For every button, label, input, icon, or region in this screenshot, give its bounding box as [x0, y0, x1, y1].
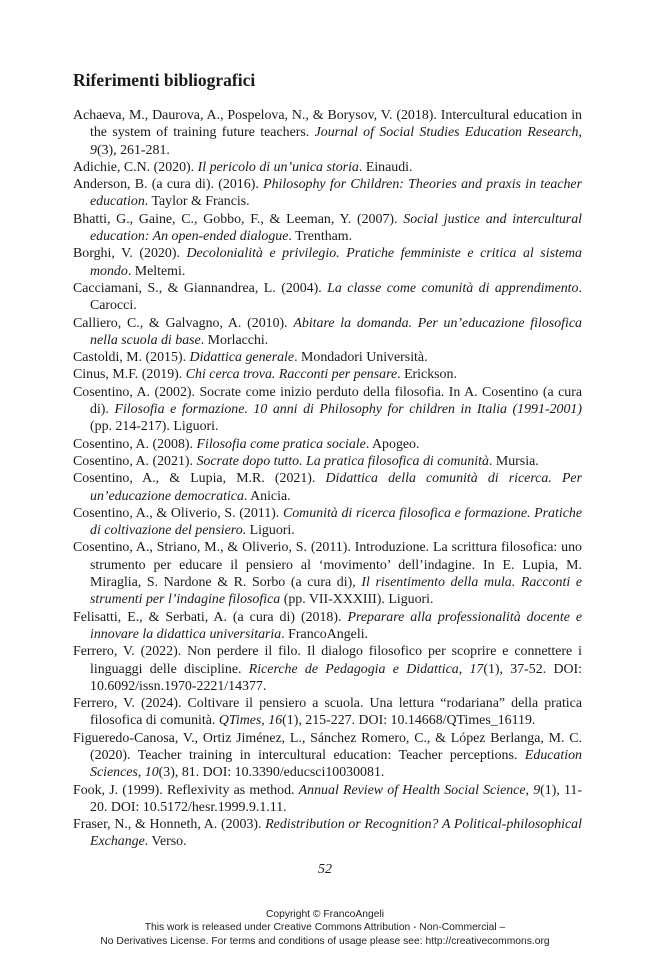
reference-italic-text: QTimes — [218, 713, 262, 729]
reference-text: (1), 215-227. DOI: 10.14668/QTimes_16119. — [282, 713, 536, 729]
reference-text: . Anicia. — [243, 488, 291, 504]
reference-text: . Einaudi. — [358, 159, 413, 175]
reference-text: . Liguori. — [242, 523, 295, 539]
reference-italic-text: Annual Review of Health Social Science — [298, 782, 526, 798]
reference-entry — [73, 816, 582, 851]
reference-entry — [73, 695, 582, 730]
reference-italic-text: Filosofia e formazione. 10 anni di Philosophy for children in Italia (1991-2001) — [114, 402, 582, 418]
reference-text: Felisatti, E., & Serbati, A. (a cura di) (2018). — [73, 609, 348, 625]
reference-entry — [73, 539, 582, 608]
reference-entry — [73, 349, 582, 366]
reference-text: Achaeva, M., Daurova, A., Pospelova, N., & Borysov, V. (2018). Intercultural education in the system of training future teachers. — [73, 108, 582, 141]
reference-text: (pp. 214-217). Liguori. — [90, 419, 219, 435]
reference-text: Bhatti, G., Gaine, C., Gobbo, F., & Leeman, Y. (2007). — [73, 211, 404, 227]
reference-italic-text: 9 — [533, 782, 541, 798]
reference-text: Anderson, B. (a cura di). (2016). — [73, 177, 264, 193]
reference-text: . Erickson. — [397, 367, 457, 383]
reference-text: . Morlacchi. — [200, 332, 269, 348]
reference-italic-text: 9 — [90, 142, 97, 158]
reference-text: Fraser, N., & Honneth, A. (2003). — [73, 817, 266, 833]
reference-italic-text: Il pericolo di un’unica storia — [197, 159, 359, 175]
section-title: Riferimenti bibliografici — [73, 70, 256, 90]
reference-italic-text: Abitare la domanda. Per un’educazione filosofica nella scuola di base — [90, 315, 582, 348]
reference-italic-text: Education Sciences — [90, 747, 582, 781]
reference-text: Borghi, V. (2020). — [73, 246, 187, 262]
reference-italic-text: Redistribution or Recognition? A Political-philosophical Exchange — [90, 817, 582, 850]
reference-text: . Mondadori Università. — [294, 350, 428, 366]
reference-entry — [73, 470, 582, 505]
reference-text: (1), 37-52. DOI: 10.6092/issn.1970-2221/14377. — [90, 661, 582, 694]
page-number: 52 — [318, 862, 332, 877]
reference-entry — [73, 280, 582, 315]
footer-license-terms: No Derivatives License. For terms and conditions of usage please see: http://creativecommons.org — [100, 935, 550, 947]
reference-text: Cosentino, A. (2021). — [73, 453, 197, 469]
reference-text: Cacciamani, S., & Giannandrea, L. (2004). — [73, 280, 328, 296]
reference-italic-text: Preparare alla professionalità docente e innovare la didattica universitaria — [90, 609, 583, 642]
reference-text: , — [137, 765, 145, 781]
reference-italic-text: Socrate dopo tutto. La pratica filosofica di comunità — [196, 453, 489, 469]
reference-text: Cosentino, A. (2008). — [73, 436, 197, 452]
reference-italic-text: La classe come comunità di apprendimento — [327, 280, 579, 296]
reference-text: Cinus, M.F. (2019). — [73, 367, 186, 383]
reference-entry — [73, 436, 582, 453]
reference-italic-text: Il risentimento della mula. Racconti e strumenti per l’indagine filosofica — [90, 575, 583, 608]
reference-text: . Taylor & Francis. — [144, 194, 250, 210]
reference-text: . Mursia. — [488, 453, 539, 469]
reference-text: Figueredo-Canosa, V., Ortiz Jiménez, L., Sánchez Romero, C., & López Berlanga, M. C. (2020). Teacher training in intercultural education: Teacher perceptions. — [73, 730, 582, 763]
reference-text: Cosentino, A., Striano, M., & Oliverio, S. (2011). Introduzione. La scrittura filosofica: uno strumento per educare il pensiero al ‘movimento’ dell’indagine. In E. Lupia, M. Miraglia, S. Nardone & R. Sorbo (a cura di), — [73, 540, 582, 591]
reference-text: Adichie, C.N. (2020). — [73, 159, 198, 175]
reference-text: . Trentham. — [288, 229, 353, 245]
reference-entry — [73, 643, 582, 695]
reference-text: (1), 11-20. DOI: 10.5172/hesr.1999.9.1.11. — [90, 782, 582, 815]
reference-italic-text: 16 — [268, 713, 283, 729]
reference-entry — [73, 505, 582, 540]
reference-entry — [73, 609, 582, 644]
reference-italic-text: Social justice and intercultural education: An open-ended dialogue — [90, 211, 582, 245]
reference-text: Cosentino, A. (2002). Socrate come inizio perduto della filosofia. In A. Cosentino (a cura di). — [73, 384, 582, 418]
reference-italic-text: Didattica generale — [189, 350, 295, 366]
reference-text: Calliero, C., & Galvagno, A. (2010). — [73, 315, 294, 331]
reference-italic-text: 17 — [469, 661, 484, 677]
reference-text: Ferrero, V. (2022). Non perdere il filo. Il dialogo filosofico per scoprire e connettere i linguaggi delle discipline. — [73, 644, 582, 677]
reference-text: . Meltemi. — [127, 263, 186, 279]
reference-italic-text: Decolonialità e privilegio. Pratiche femministe e critica al sistema mondo — [90, 246, 582, 279]
reference-entry — [73, 176, 582, 211]
reference-italic-text: Ricerche de Pedagogia e Didattica — [248, 661, 459, 677]
reference-italic-text: Chi cerca trova. Racconti per pensare — [185, 367, 398, 383]
reference-entry — [73, 315, 582, 350]
reference-text: Ferrero, V. (2024). Coltivare il pensiero a scuola. Una lettura “rodariana” della pratica filosofica di comunità. — [73, 696, 582, 729]
reference-italic-text: 10 — [144, 765, 159, 781]
reference-list — [73, 107, 582, 851]
reference-italic-text: Philosophy for Children: Theories and praxis in teacher education — [90, 177, 582, 210]
footer-copyright: Copyright © FrancoAngeli — [265, 909, 385, 920]
reference-italic-text: Filosofia come pratica sociale — [196, 436, 366, 452]
reference-text: . Carocci. — [90, 280, 582, 314]
reference-entry — [73, 159, 582, 176]
reference-entry — [73, 384, 582, 436]
reference-entry — [73, 782, 582, 817]
reference-italic-text: Comunità di ricerca filosofica e formazione. Pratiche di coltivazione del pensiero — [90, 505, 582, 539]
footer-license-line: This work is released under Creative Commons Attribution - Non-Commercial – — [144, 922, 506, 934]
reference-text: (3), 81. DOI: 10.3390/educsci10030081. — [158, 765, 385, 781]
reference-entry — [73, 366, 582, 383]
reference-text: , — [261, 713, 269, 729]
reference-entry — [73, 107, 582, 159]
reference-entry — [73, 730, 582, 782]
reference-text: , — [525, 782, 534, 798]
reference-text: , — [578, 125, 582, 141]
reference-entry — [73, 211, 582, 246]
reference-text: Fook, J. (1999). Reflexivity as method. — [73, 782, 299, 798]
reference-text: Castoldi, M. (2015). — [73, 350, 190, 366]
reference-text: . FrancoAngeli. — [281, 626, 369, 642]
reference-entry — [73, 453, 582, 470]
reference-italic-text: Didattica della comunità di ricerca. Per un’educazione democratica — [90, 471, 583, 504]
reference-text: Cosentino, A., & Oliverio, S. (2011). — [73, 505, 283, 521]
reference-text: (3), 261-281. — [96, 142, 170, 158]
reference-entry — [73, 245, 582, 280]
copyright-footer — [0, 908, 650, 948]
reference-text: . Verso. — [144, 834, 187, 850]
reference-text: . Apogeo. — [365, 436, 420, 452]
reference-italic-text: Journal of Social Studies Education Research — [314, 125, 579, 141]
reference-text: Cosentino, A., & Lupia, M.R. (2021). — [73, 471, 326, 487]
reference-text: (pp. VII-XXXIII). Liguori. — [280, 592, 434, 608]
reference-text: , — [458, 661, 470, 677]
